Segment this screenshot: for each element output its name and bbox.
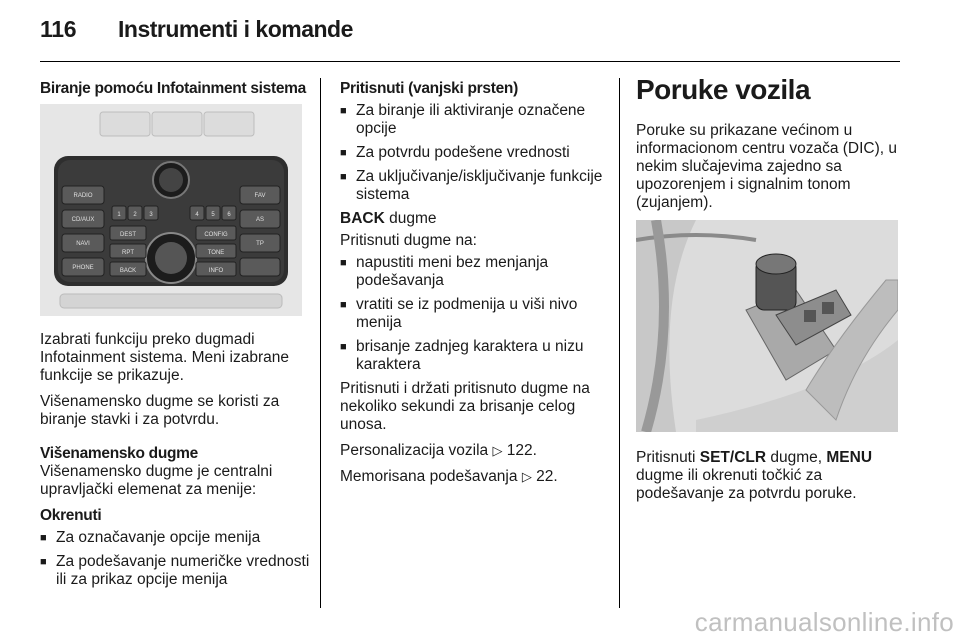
list-item: ■ brisanje zadnjeg karaktera u nizu karaktera [340, 338, 606, 374]
reference-text: Personalizacija vozila [340, 442, 493, 459]
subheading: Okrenuti [40, 507, 102, 524]
btn-info-label: INFO [208, 268, 224, 274]
menu-label: MENU [826, 449, 873, 466]
list-item: ■ vratiti se iz podmenija u viši nivo menija [340, 296, 606, 332]
reference-page: 22. [531, 468, 558, 485]
btn-3-label: 3 [149, 212, 153, 218]
cross-reference[interactable] [340, 442, 606, 460]
btn-4-label: 4 [195, 212, 199, 218]
paragraph [636, 449, 900, 503]
paragraph: Izabrati funkciju preko dugmadi Infotainment sistema. Meni izabrane funkcije se prikazuje. [40, 331, 289, 384]
set-clr-label: SET/CLR [699, 449, 767, 466]
infotainment-panel-figure [40, 104, 302, 316]
column-1 [40, 80, 308, 106]
page-reference-icon: ▷ [492, 443, 503, 458]
text-run: Pritisnuti [636, 449, 700, 466]
section-title: Poruke vozila [636, 74, 811, 105]
list-item: ■ Za uključivanje/isključivanje funkcije sistema [340, 168, 606, 204]
btn-5-label: 5 [211, 212, 215, 218]
btn-1-label: 1 [117, 212, 121, 218]
paragraph: Višenamensko dugme se koristi za biranje stavki i za potvrdu. [40, 393, 280, 428]
column-3-text [636, 449, 900, 511]
list-item: ■ Za biranje ili aktiviranje označene opcije [340, 102, 606, 138]
btn-dest-label: DEST [119, 232, 137, 238]
paragraph: Poruke su prikazane većinom u informacionom centru vozača (DIC), u nekim slučajevima zajedno sa upozorenjem i signalnim tonom (zujanjem). [636, 122, 898, 211]
list-item: ■ Za potvrdu podešene vrednosti [340, 144, 606, 162]
btn-navi-label: NAVI [76, 241, 90, 247]
list-item: ■ Za označavanje opcije menija [40, 529, 310, 547]
text-run: dugme, [766, 449, 827, 466]
column-1-text [40, 331, 310, 595]
cross-reference[interactable] [340, 468, 606, 486]
subheading: Višenamensko dugme [40, 445, 198, 462]
paragraph: Pritisnuti i držati pritisnuto dugme na nekoliko sekundi za brisanje celog unosa. [340, 380, 590, 433]
btn-cdaux-label: CD/AUX [71, 217, 95, 223]
paragraph: Višenamensko dugme je centralni upravljački elemenat za menije: [40, 463, 273, 498]
infotainment-panel-illustration [40, 104, 302, 316]
page-header [0, 0, 960, 62]
page-number: 116 [40, 16, 77, 42]
back-label: BACK [340, 210, 385, 227]
reference-text: Memorisana podešavanja [340, 468, 522, 485]
column-divider [619, 78, 620, 608]
steering-column-stalk-figure [636, 220, 898, 432]
header-rule [40, 61, 900, 62]
reference-page: 122. [502, 442, 537, 459]
list-item: ■ Za podešavanje numeričke vrednosti ili za prikaz opcije menija [40, 553, 310, 589]
column-divider [320, 78, 321, 608]
back-button-line [340, 210, 606, 228]
btn-radio-label: RADIO [73, 193, 93, 199]
watermark: carmanualsonline.info [694, 607, 954, 637]
btn-6-label: 6 [227, 212, 231, 218]
btn-phone-label: PHONE [72, 265, 94, 271]
btn-tp-label: TP [256, 241, 264, 247]
list-item: ■ napustiti meni bez menjanja podešavanja [340, 254, 606, 290]
btn-rpt-label: RPT [122, 250, 134, 256]
paragraph: Pritisnuti dugme na: [340, 232, 477, 249]
btn-2-label: 2 [133, 212, 137, 218]
column-3 [636, 74, 900, 220]
page-title: Instrumenti i komande [118, 16, 353, 42]
subheading: Pritisnuti (vanjski prsten) [340, 80, 518, 97]
column-2 [340, 80, 606, 494]
page-reference-icon: ▷ [521, 469, 532, 484]
btn-as-label: AS [255, 217, 265, 223]
btn-config-label: CONFIG [204, 232, 228, 238]
btn-back-label: BACK [119, 268, 137, 274]
stalk-illustration [636, 220, 898, 432]
btn-fav-label: FAV [254, 193, 266, 199]
back-suffix: dugme [384, 210, 437, 227]
text-run: dugme ili okrenuti točkić za podešavanje za potvrdu poruke. [636, 467, 857, 502]
btn-tone-label: TONE [207, 250, 225, 256]
section-heading: Biranje pomoću Infotainment sistema [40, 80, 306, 97]
